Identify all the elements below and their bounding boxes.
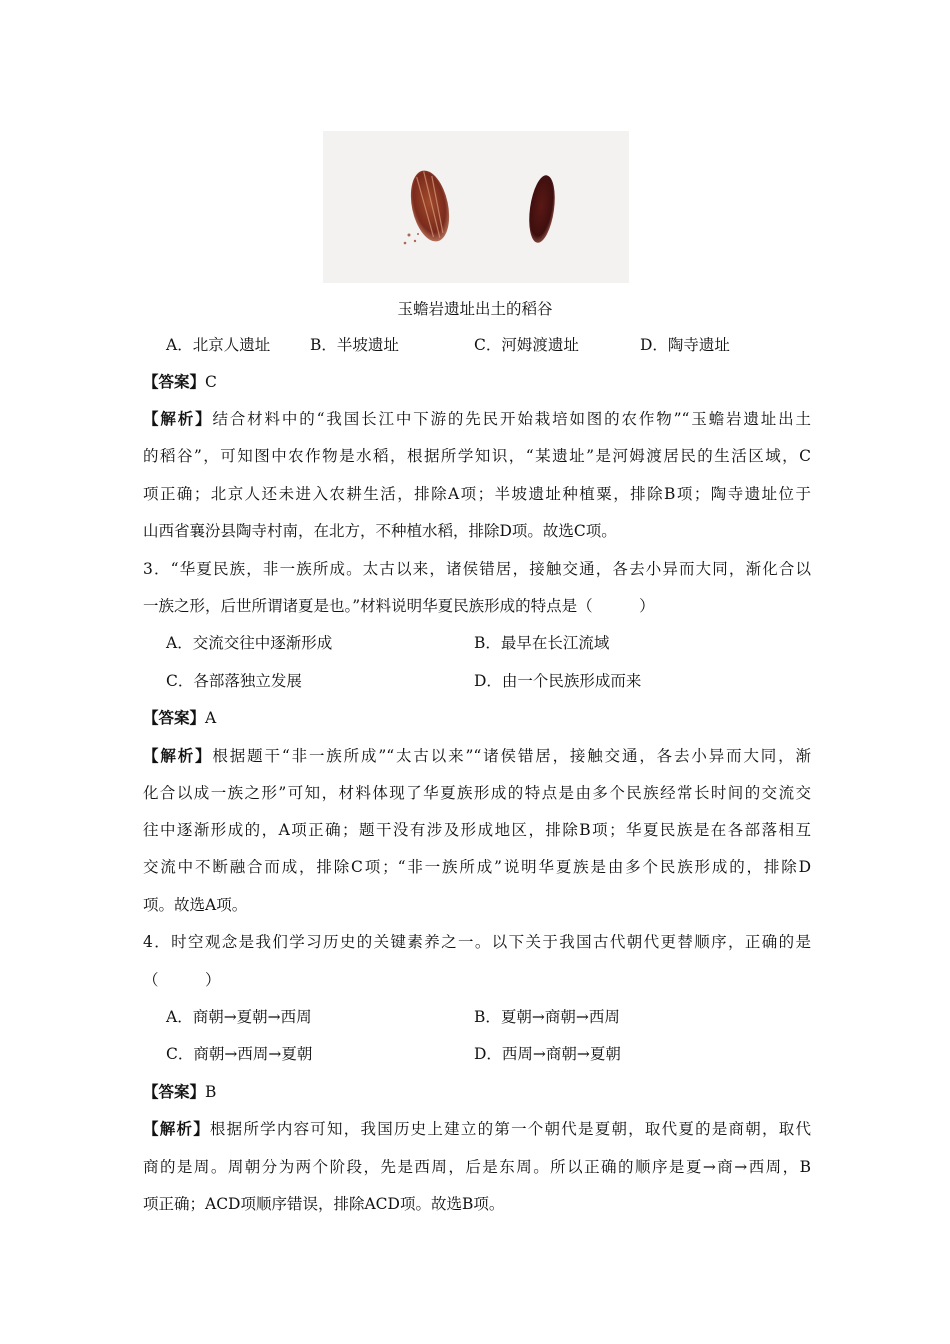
analysis-label: 【解析】 xyxy=(143,746,213,765)
answer-label: 【答案】 xyxy=(143,708,206,727)
rice-grain-photo xyxy=(323,131,629,283)
q4-analysis-line-1: 【解析】根据所学内容可知，我国历史上建立的第一个朝代是夏朝，取代夏的是商朝，取代 xyxy=(143,1119,811,1138)
rice-grain-left xyxy=(405,167,455,245)
q3-stem-line-2: 一族之形，后世所谓诸夏是也。”材料说明华夏民族形成的特点是（ ） xyxy=(143,597,655,615)
rice-grain-image xyxy=(323,131,629,283)
q2-answer xyxy=(143,368,811,396)
q4-option-c: C．商朝→西周→夏朝 xyxy=(166,1045,313,1063)
q3-option-d: D．由一个民族形成而来 xyxy=(474,672,642,690)
q2-option-b: B．半坡遗址 xyxy=(310,336,399,354)
rice-grain-right xyxy=(525,174,558,245)
q2-option-a: A．北京人遗址 xyxy=(166,336,271,354)
q3-stem-line-1: 3．“华夏民族，非一族所成。太古以来，诸侯错居，接触交通，各去小异而大同，渐化合以 xyxy=(143,560,811,578)
q4-answer xyxy=(143,1078,811,1106)
q4-option-a: A．商朝→夏朝→西周 xyxy=(166,1008,312,1026)
q4-analysis-line-2: 商的是周。周朝分为两个阶段，先是西周，后是东周。所以正确的顺序是夏→商→西周，B xyxy=(143,1158,811,1176)
q2-option-d: D．陶寺遗址 xyxy=(640,336,730,354)
figure-caption: 玉蟾岩遗址出土的稻谷 xyxy=(397,300,553,318)
q3-option-c: C．各部落独立发展 xyxy=(166,672,302,690)
q2-analysis-line-2: 的稻谷”，可知图中农作物是水稻，根据所学知识，“某遗址”是河姆渡居民的生活区域，C xyxy=(143,447,811,465)
q3-analysis-line-4: 交流中不断融合而成，排除C项；“非一族所成”说明华夏族是由多个民族形成的，排除D xyxy=(143,858,811,876)
answer-value: B xyxy=(205,1083,217,1101)
q4-option-d: D．西周→商朝→夏朝 xyxy=(474,1045,621,1063)
q2-analysis-line-1: 【解析】结合材料中的“我国长江中下游的先民开始栽培如图的农作物”“玉蟾岩遗址出土 xyxy=(143,409,811,428)
answer-value: C xyxy=(205,373,217,391)
q3-analysis-line-5: 项。故选A项。 xyxy=(143,896,248,914)
q3-answer xyxy=(143,704,811,732)
q2-option-c: C．河姆渡遗址 xyxy=(474,336,579,354)
q4-stem-line-2: （ ） xyxy=(143,971,221,989)
answer-value: A xyxy=(205,709,217,727)
answer-label: 【答案】 xyxy=(143,372,206,391)
analysis-label: 【解析】 xyxy=(143,1119,210,1138)
q4-stem-line-1: 4．时空观念是我们学习历史的关键素养之一。以下关于我国古代朝代更替顺序，正确的是 xyxy=(143,933,811,951)
q2-analysis-line-3: 项正确；北京人还未进入农耕生活，排除A项；半坡遗址种植粟，排除B项；陶寺遗址位于 xyxy=(143,485,811,503)
q3-analysis-line-1: 【解析】根据题干“非一族所成”“太古以来”“诸侯错居，接触交通，各去小异而大同，渐 xyxy=(143,746,811,765)
q2-analysis-line-4: 山西省襄汾县陶寺村南，在北方，不种植水稻，排除D项。故选C项。 xyxy=(143,522,617,540)
q4-option-b: B．夏朝→商朝→西周 xyxy=(474,1008,620,1026)
q3-analysis-line-2: 化合以成一族之形”可知，材料体现了华夏族形成的特点是由多个民族经常长时间的交流交 xyxy=(143,784,811,802)
q3-analysis-line-3: 往中逐渐形成的，A项正确；题干没有涉及形成地区，排除B项；华夏民族是在各部落相互 xyxy=(143,821,811,839)
answer-label: 【答案】 xyxy=(143,1082,206,1101)
q4-analysis-line-3: 项正确；ACD项顺序错误，排除ACD项。故选B项。 xyxy=(143,1195,505,1213)
q3-option-b: B．最早在长江流域 xyxy=(474,634,610,652)
q3-option-a: A．交流交往中逐渐形成 xyxy=(166,634,333,652)
analysis-label: 【解析】 xyxy=(143,409,213,428)
